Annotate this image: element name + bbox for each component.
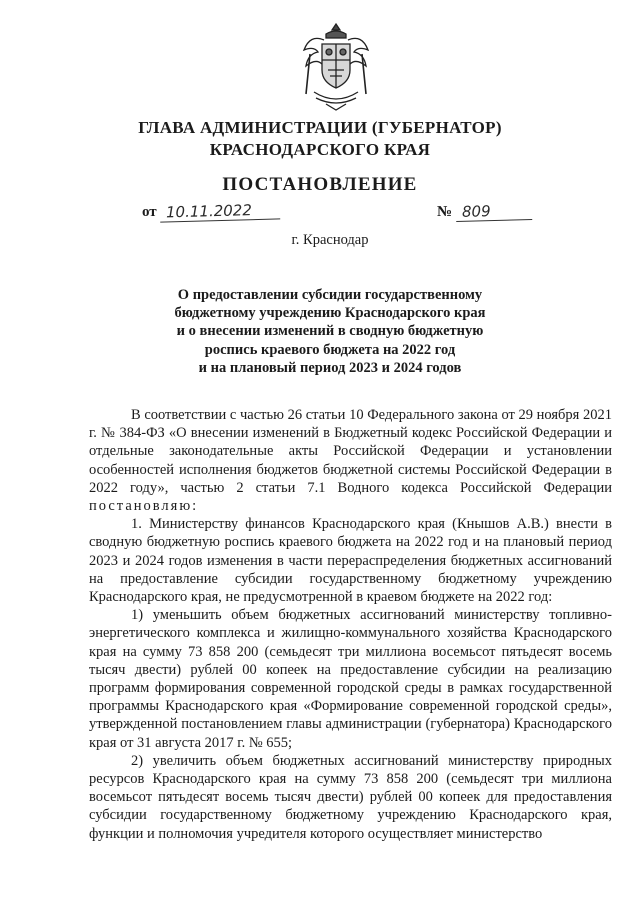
subject-line: и на плановый период 2023 и 2024 годов (198, 359, 462, 376)
date-label: от (142, 204, 157, 220)
preamble-paragraph (89, 406, 612, 515)
document-type-title: ПОСТАНОВЛЕНИЕ (222, 174, 418, 195)
date-field (142, 202, 280, 221)
paragraph-item-1: 1. Министерству финансов Краснодарского края (Кнышов А.В.) внести в сводную бюджетную роспись краевого бюджета на 2022 год и на плановый период 2023 и 2024 годов изменения в части перераспределения бюджетных ассигнований на предоставление субсидии государственному бюджетному учреждению Краснодарского края, не предусмотренной в краевом бюджете на 2022 год: (89, 516, 612, 606)
subject-line: О предоставлении субсидии государственному (177, 287, 483, 303)
number-label: № (437, 204, 453, 220)
coat-of-arms-emblem (300, 20, 372, 112)
number-handwritten-value: 809 (456, 201, 532, 222)
preamble-text: В соответствии с частью 26 статьи 10 Федерального закона от 29 ноября 2021 г. № 384-ФЗ «О внесении изменений в Бюджетный кодекс Российской Федерации и отдельные законодательные акты Российской Федерации и установлении особенностей исполнения бюджетов бюджетной системы Российской Федерации в 2022 году», частью 2 статьи 7.1 Водного кодекса Российской Федерации (89, 407, 612, 496)
number-field (437, 202, 532, 221)
resolves-keyword: постановляю: (89, 498, 199, 515)
subject-heading (150, 286, 510, 377)
date-handwritten-value: 10.11.2022 (160, 200, 280, 222)
authority-title-line-1: ГЛАВА АДМИНИСТРАЦИИ (ГУБЕРНАТОР) (138, 118, 502, 137)
document-body (89, 406, 612, 843)
subject-line: бюджетному учреждению Краснодарского края (174, 305, 486, 322)
subject-line: роспись краевого бюджета на 2022 год (204, 341, 456, 358)
paragraph-subitem-1: 1) уменьшить объем бюджетных ассигнований министерству топливно-энергетического комплекса и жилищно-коммунального хозяйства Краснодарского края на сумму 73 858 200 (семьдесят три миллиона восемьсот пятьдесят восемь тысяч двести) рублей 00 копеек на предоставление субсидии на реализацию программ формирования современной городской среды в рамках государственной программы Краснодарского края «Формирование современной городской среды», утвержденной постановлением главы администрации (губернатора) Краснодарского края от 31 августа 2017 г. № 655; (89, 607, 612, 751)
authority-title-line-2: КРАСНОДАРСКОГО КРАЯ (209, 140, 431, 159)
city-line: г. Краснодар (291, 232, 369, 248)
paragraph-subitem-2: 2) увеличить объем бюджетных ассигнований министерству природных ресурсов Краснодарского края на сумму 73 858 200 (семьдесят три миллиона восемьсот пятьдесят восемь тысяч двести) рублей 00 копеек для предоставления субсидии государственному бюджетному учреждению Краснодарского края, функции и полномочия учредителя которого осуществляет министерство (89, 752, 612, 842)
subject-line: и о внесении изменений в сводную бюджетную (176, 323, 484, 340)
